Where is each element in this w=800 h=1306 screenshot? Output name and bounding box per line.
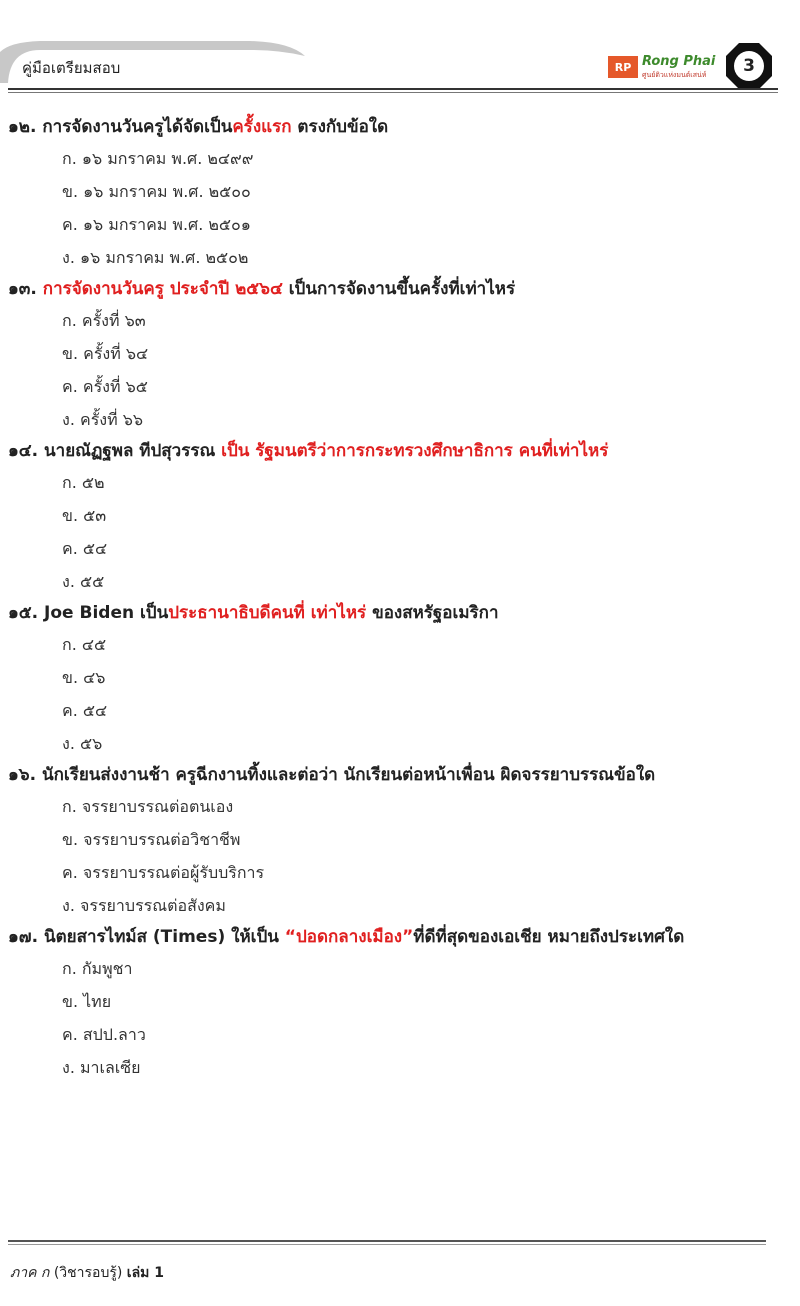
question-segment: ที่ดีที่สุดของเอเชีย หมายถึงประเทศใด — [413, 927, 685, 947]
answer-option: ง. ๑๖ มกราคม พ.ศ. ๒๕๐๒ — [62, 248, 249, 267]
question-segment: การจัดงานวันครูได้จัดเป็น — [36, 117, 233, 137]
answer-option: ก. กัมพูชา — [62, 959, 133, 978]
question-segment: ตรงกับข้อใด — [291, 117, 389, 137]
answer-option: ง. ๕๕ — [62, 572, 105, 591]
question-number: ๑๗. — [8, 927, 39, 947]
question-number: ๑๖. — [8, 765, 37, 785]
answer-option: ค. จรรยาบรรณต่อผู้รับบริการ — [62, 863, 265, 882]
answer-option: ข. ๕๓ — [62, 506, 107, 525]
answer-option: ง. ครั้งที่ ๖๖ — [62, 410, 144, 429]
brand-logo — [608, 50, 718, 82]
page-number: 3 — [743, 56, 755, 76]
answer-option: ข. ครั้งที่ ๖๔ — [62, 344, 149, 363]
question-text — [0, 436, 800, 466]
answer-option: ข. ไทย — [62, 992, 112, 1011]
answer-option: ก. ๑๖ มกราคม พ.ศ. ๒๔๙๙ — [62, 149, 254, 168]
question-text — [0, 112, 800, 142]
question-text — [0, 760, 800, 790]
answer-option: ก. จรรยาบรรณต่อตนเอง — [62, 797, 234, 816]
answer-option: ข. ๑๖ มกราคม พ.ศ. ๒๕๐๐ — [62, 182, 251, 201]
answer-option: ก. ๔๕ — [62, 635, 107, 654]
question-highlight: “ปอดกลางเมือง” — [284, 927, 414, 947]
answer-option: ข. จรรยาบรรณต่อวิชาชีพ — [62, 830, 241, 849]
footer-rule — [8, 1240, 766, 1242]
header-rule-thin — [8, 92, 778, 93]
question-segment: ของสหรัฐอเมริกา — [366, 603, 499, 623]
footer-rule-thin — [8, 1244, 766, 1245]
logo-tagline: ศูนย์ติวแห่งมนต์เสน่ห์ — [642, 71, 707, 79]
answer-option: ค. ๕๔ — [62, 539, 108, 558]
question-segment: นิตยสารไทม์ส (Times) ให้เป็น — [38, 927, 285, 947]
answer-option: ง. มาเลเซีย — [62, 1058, 141, 1077]
answer-option: ก. ครั้งที่ ๖๓ — [62, 311, 146, 330]
question-number: ๑๒. — [8, 117, 37, 137]
question-highlight: ประธานาธิบดีคนที่ เท่าไหร่ — [168, 603, 367, 623]
header-rule — [8, 88, 778, 90]
answer-option: ค. ๕๔ — [62, 701, 108, 720]
question-highlight: ครั้งแรก — [232, 117, 292, 137]
page-header — [0, 0, 800, 100]
footer-volume: เล่ม 1 — [126, 1265, 164, 1281]
question-segment: นักเรียนส่งงานช้า ครูฉีกงานทิ้งและต่อว่า นักเรียนต่อหน้าเพื่อน ผิดจรรยาบรรณข้อใด — [36, 765, 656, 785]
answer-option: ค. ๑๖ มกราคม พ.ศ. ๒๕๐๑ — [62, 215, 251, 234]
question-text — [0, 274, 800, 304]
question-number: ๑๓. — [8, 279, 37, 299]
answer-option: ก. ๕๒ — [62, 473, 105, 492]
logo-name: Rong Phai — [642, 54, 716, 69]
logo-mark-icon: RP — [608, 56, 638, 78]
page-number-badge — [724, 41, 774, 91]
question-highlight: เป็น รัฐมนตรีว่าการกระทรวงศึกษาธิการ คนที่เท่าไหร่ — [215, 441, 609, 461]
answer-option: ง. ๕๖ — [62, 734, 103, 753]
footer-subject: (วิชารอบรู้) — [49, 1265, 127, 1281]
question-text — [0, 598, 800, 628]
question-number: ๑๕. — [8, 603, 39, 623]
question-number: ๑๔. — [8, 441, 39, 461]
question-highlight: การจัดงานวันครู ประจำปี ๒๕๖๔ — [36, 279, 283, 299]
answer-option: ข. ๔๖ — [62, 668, 106, 687]
question-segment: นายณัฏฐพล ทีปสุวรรณ — [38, 441, 216, 461]
question-segment: เป็นการจัดงานขึ้นครั้งที่เท่าไหร่ — [282, 279, 516, 299]
footer-part: ภาค ก — [10, 1265, 50, 1281]
header-title: คู่มือเตรียมสอบ — [22, 59, 121, 77]
question-text — [0, 922, 800, 952]
answer-option: ค. ครั้งที่ ๖๕ — [62, 377, 148, 396]
answer-option: ง. จรรยาบรรณต่อสังคม — [62, 896, 226, 915]
question-list — [0, 112, 800, 1084]
answer-option: ค. สปป.ลาว — [62, 1025, 146, 1044]
page-footer — [10, 1262, 164, 1284]
question-segment: Joe Biden เป็น — [38, 603, 169, 623]
